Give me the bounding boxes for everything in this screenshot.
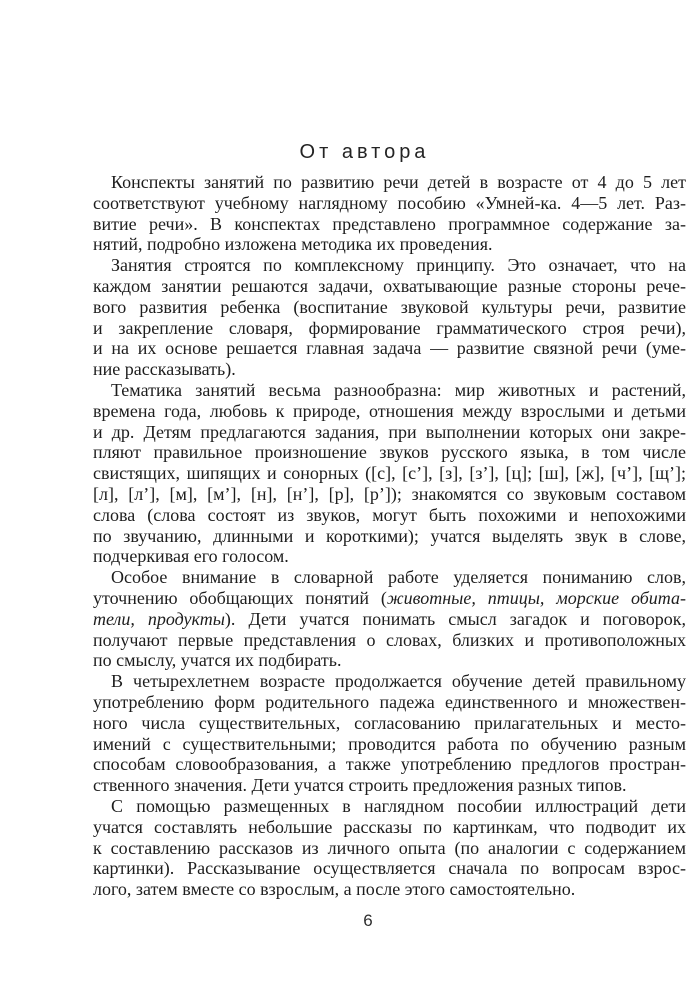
paragraph <box>93 255 686 380</box>
text-segment: пляют правильное произношение звуков русского языка, в том числе <box>93 442 686 463</box>
text-line <box>93 692 686 713</box>
text-segment: учатся составлять небольшие рассказы по картинкам, что подводит их <box>93 816 686 837</box>
text-line <box>93 671 686 692</box>
text-segment: и др. Детям предлагаются задания, при выполнении которых они закре- <box>93 421 686 442</box>
text-line <box>93 838 686 859</box>
text-line <box>93 214 686 235</box>
text-segment: Конспекты занятий по развитию речи детей в возрасте от 4 до 5 лет <box>111 172 686 192</box>
text-segment: нятий, подробно изложена методика их проведения. <box>93 234 493 255</box>
text-line <box>93 442 686 463</box>
text-line <box>93 817 686 838</box>
text-segment: времена года, любовь к природе, отношения между взрослыми и детьми <box>93 400 686 421</box>
text-segment: Тематика занятий весьма разнообразна: мир животных и растений, <box>111 379 686 400</box>
text-line <box>93 338 686 359</box>
text-line <box>93 359 686 380</box>
text-segment: лого, затем вместе со взрослым, а после этого самостоятельно. <box>93 879 576 900</box>
text-line <box>93 567 686 588</box>
text-segment: к составлению рассказов из личного опыта (по аналогии с содержанием <box>93 837 686 858</box>
text-line <box>93 193 686 214</box>
text-segment: и на их основе решается главная задача — развитие связной речи (уме- <box>93 338 686 359</box>
text-segment: свистящих, шипящих и сонорных ([с], [с’], [з], [з’], [ц]; [ш], [ж], [ч’], [щ’]; <box>93 463 686 484</box>
text-line <box>93 234 686 255</box>
italic-text: животные, птицы, морские обита- <box>386 587 687 608</box>
paragraph <box>93 671 686 796</box>
paragraph <box>93 796 686 900</box>
text-line <box>93 609 686 630</box>
text-line <box>93 650 686 671</box>
text-segment: соответствуют учебному наглядному пособию «Умней-ка. 4—5 лет. Раз- <box>93 192 686 213</box>
text-line <box>93 775 686 796</box>
text-line <box>93 297 686 318</box>
text-segment: по звучанию, длинными и короткими); учатся выделять звук в слове, <box>93 525 686 546</box>
text-line <box>93 484 686 505</box>
text-line <box>93 422 686 443</box>
page-title: От автора <box>299 141 430 163</box>
text-line <box>93 754 686 775</box>
text-segment: получают первые представления о словах, близких и противоположных <box>93 629 686 650</box>
text-segment: способам словообразования, а также употреблению предлогов простран- <box>93 754 686 775</box>
text-line <box>93 588 686 609</box>
text-segment: каждом занятии решаются задачи, охватывающие разные стороны рече- <box>93 275 686 296</box>
text-line <box>93 796 686 817</box>
text-segment: вого развития ребенка (воспитание звуковой культуры речи, развитие <box>93 296 686 317</box>
text-segment: ственного значения. Дети учатся строить предложения разных типов. <box>93 775 627 796</box>
text-segment: употреблению форм родительного падежа единственного и множествен- <box>93 691 686 712</box>
paragraph <box>93 380 686 567</box>
text-segment: имений с существительными; проводится работа по обучению разным <box>93 733 686 754</box>
text-line <box>93 713 686 734</box>
text-line <box>93 734 686 755</box>
italic-text: тели, продукты <box>93 608 225 629</box>
text-segment: по смыслу, учатся их подбирать. <box>93 650 342 671</box>
text-line <box>93 505 686 526</box>
text-segment: ного числа существительных, согласованию прилагательных и место- <box>93 712 686 733</box>
text-segment: ние рассказывать). <box>93 359 236 380</box>
page-number: 6 <box>363 911 373 930</box>
text-segment: В четырехлетнем возрасте продолжается обучение детей правильному <box>111 671 686 692</box>
text-segment: [л], [л’], [м], [м’], [н], [н’], [р], [р’]); знакомятся со звуковым составом <box>93 483 686 504</box>
text-segment: Занятия строятся по комплексному принципу. Это означает, что на <box>111 255 686 276</box>
text-line <box>93 318 686 339</box>
text-segment: слова (слова состоят из звуков, могут быть похожими и непохожими <box>93 504 686 525</box>
text-line <box>93 546 686 567</box>
text-line <box>93 172 686 193</box>
text-line <box>93 255 686 276</box>
text-segment: и закрепление словаря, формирование грамматического строя речи), <box>93 317 686 338</box>
text-segment: ). Дети учатся понимать смысл загадок и поговорок, <box>224 608 686 629</box>
text-segment: уточнению обобщающих понятий ( <box>93 587 387 608</box>
text-line <box>93 526 686 547</box>
text-segment: С помощью размещенных в наглядном пособии иллюстраций дети <box>111 795 686 816</box>
text-segment: витие речи». В конспектах представлено программное содержание за- <box>93 213 686 234</box>
text-line <box>93 879 686 900</box>
paragraph <box>93 567 686 671</box>
text-line <box>93 858 686 879</box>
text-segment: подчеркивая его голосом. <box>93 546 289 567</box>
text-line <box>93 380 686 401</box>
text-segment: Особое внимание в словарной работе уделяется пониманию слов, <box>111 567 686 588</box>
text-line <box>93 276 686 297</box>
text-line <box>93 463 686 484</box>
body-text <box>93 172 686 900</box>
text-line <box>93 401 686 422</box>
text-line <box>93 630 686 651</box>
text-segment: картинки). Рассказывание осуществляется сначала по вопросам взрос- <box>93 858 686 879</box>
paragraph <box>93 172 686 255</box>
